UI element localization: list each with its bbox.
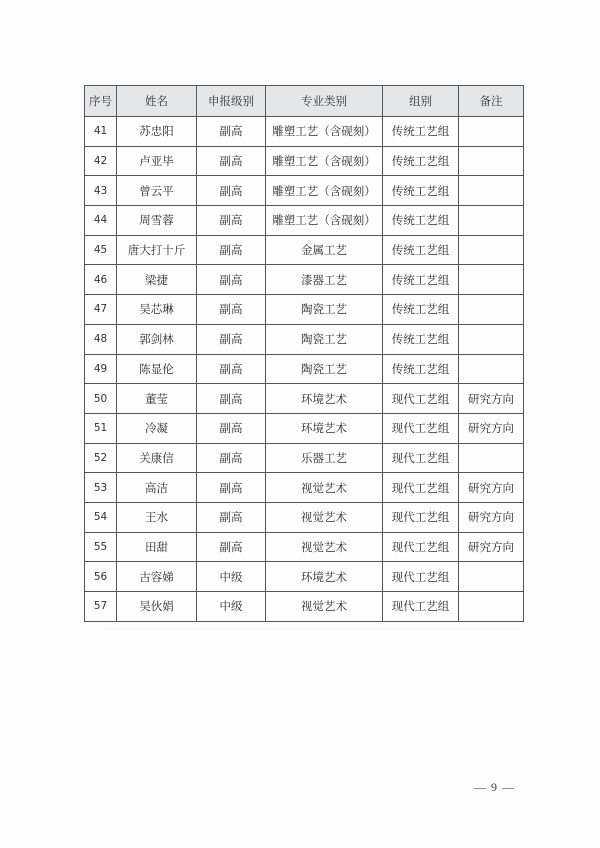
cell-group: 现代工艺组 <box>383 592 459 622</box>
table-row <box>85 146 524 176</box>
cell-note: 研究方向 <box>459 502 524 532</box>
cell-major: 雕塑工艺（含砚刻） <box>266 206 383 236</box>
page-number: — 9 — <box>474 780 515 794</box>
cell-group: 现代工艺组 <box>383 502 459 532</box>
cell-name: 关康信 <box>117 443 197 473</box>
cell-level: 中级 <box>197 562 266 592</box>
table-header-row <box>85 86 524 117</box>
cell-note <box>459 324 524 354</box>
cell-no: 50 <box>85 384 117 414</box>
table-row <box>85 532 524 562</box>
cell-level: 副高 <box>197 206 266 236</box>
cell-no: 51 <box>85 413 117 443</box>
cell-major: 雕塑工艺（含砚刻） <box>266 117 383 147</box>
cell-note <box>459 265 524 295</box>
table-row <box>85 384 524 414</box>
table-row <box>85 206 524 236</box>
cell-name: 王水 <box>117 502 197 532</box>
table-row <box>85 443 524 473</box>
cell-major: 漆器工艺 <box>266 265 383 295</box>
cell-note: 研究方向 <box>459 473 524 503</box>
cell-no: 56 <box>85 562 117 592</box>
cell-no: 55 <box>85 532 117 562</box>
cell-group: 传统工艺组 <box>383 117 459 147</box>
cell-group: 现代工艺组 <box>383 443 459 473</box>
cell-major: 雕塑工艺（含砚刻） <box>266 146 383 176</box>
cell-no: 48 <box>85 324 117 354</box>
cell-no: 42 <box>85 146 117 176</box>
cell-no: 45 <box>85 235 117 265</box>
cell-group: 传统工艺组 <box>383 176 459 206</box>
cell-level: 副高 <box>197 324 266 354</box>
cell-level: 副高 <box>197 384 266 414</box>
cell-group: 现代工艺组 <box>383 562 459 592</box>
cell-note <box>459 176 524 206</box>
cell-major: 环境艺术 <box>266 384 383 414</box>
table-row <box>85 176 524 206</box>
table-row <box>85 473 524 503</box>
cell-major: 视觉艺术 <box>266 532 383 562</box>
cell-note <box>459 562 524 592</box>
cell-major: 金属工艺 <box>266 235 383 265</box>
table-row <box>85 324 524 354</box>
cell-group: 现代工艺组 <box>383 384 459 414</box>
cell-level: 副高 <box>197 235 266 265</box>
cell-level: 副高 <box>197 176 266 206</box>
cell-level: 副高 <box>197 354 266 384</box>
cell-group: 传统工艺组 <box>383 235 459 265</box>
cell-major: 陶瓷工艺 <box>266 354 383 384</box>
cell-no: 44 <box>85 206 117 236</box>
cell-no: 49 <box>85 354 117 384</box>
cell-no: 41 <box>85 117 117 147</box>
header-group: 组别 <box>383 86 459 117</box>
cell-major: 陶瓷工艺 <box>266 324 383 354</box>
table-row <box>85 235 524 265</box>
header-major: 专业类别 <box>266 86 383 117</box>
cell-level: 副高 <box>197 295 266 325</box>
cell-note: 研究方向 <box>459 384 524 414</box>
cell-name: 古容娣 <box>117 562 197 592</box>
header-note: 备注 <box>459 86 524 117</box>
cell-note <box>459 235 524 265</box>
cell-no: 53 <box>85 473 117 503</box>
table-row <box>85 117 524 147</box>
cell-note <box>459 443 524 473</box>
cell-level: 副高 <box>197 117 266 147</box>
cell-major: 陶瓷工艺 <box>266 295 383 325</box>
cell-note <box>459 354 524 384</box>
cell-group: 传统工艺组 <box>383 295 459 325</box>
cell-group: 传统工艺组 <box>383 146 459 176</box>
cell-no: 43 <box>85 176 117 206</box>
cell-name: 吴伙娟 <box>117 592 197 622</box>
cell-note <box>459 146 524 176</box>
table-row <box>85 592 524 622</box>
table-row <box>85 265 524 295</box>
cell-major: 视觉艺术 <box>266 473 383 503</box>
cell-major: 环境艺术 <box>266 413 383 443</box>
header-name: 姓名 <box>117 86 197 117</box>
cell-no: 52 <box>85 443 117 473</box>
cell-name: 卢亚毕 <box>117 146 197 176</box>
cell-level: 副高 <box>197 502 266 532</box>
cell-name: 高洁 <box>117 473 197 503</box>
cell-major: 乐器工艺 <box>266 443 383 473</box>
cell-name: 郭剑林 <box>117 324 197 354</box>
table-row <box>85 413 524 443</box>
cell-group: 传统工艺组 <box>383 324 459 354</box>
cell-level: 副高 <box>197 146 266 176</box>
header-level: 申报级别 <box>197 86 266 117</box>
cell-level: 副高 <box>197 413 266 443</box>
cell-major: 环境艺术 <box>266 562 383 592</box>
cell-note: 研究方向 <box>459 532 524 562</box>
cell-name: 冷凝 <box>117 413 197 443</box>
header-no: 序号 <box>85 86 117 117</box>
cell-name: 周雪蓉 <box>117 206 197 236</box>
cell-note <box>459 592 524 622</box>
cell-group: 现代工艺组 <box>383 473 459 503</box>
cell-no: 46 <box>85 265 117 295</box>
cell-no: 54 <box>85 502 117 532</box>
cell-level: 副高 <box>197 443 266 473</box>
table-row <box>85 562 524 592</box>
table-row <box>85 502 524 532</box>
cell-level: 副高 <box>197 473 266 503</box>
cell-no: 57 <box>85 592 117 622</box>
cell-group: 现代工艺组 <box>383 413 459 443</box>
cell-group: 传统工艺组 <box>383 354 459 384</box>
cell-group: 现代工艺组 <box>383 532 459 562</box>
cell-name: 董莹 <box>117 384 197 414</box>
cell-major: 视觉艺术 <box>266 502 383 532</box>
cell-name: 梁捷 <box>117 265 197 295</box>
cell-level: 副高 <box>197 265 266 295</box>
cell-no: 47 <box>85 295 117 325</box>
cell-level: 副高 <box>197 532 266 562</box>
roster-table <box>84 85 524 622</box>
bleed-through-shadow <box>100 628 520 689</box>
cell-group: 传统工艺组 <box>383 265 459 295</box>
cell-note: 研究方向 <box>459 413 524 443</box>
cell-name: 陈显伦 <box>117 354 197 384</box>
cell-name: 苏忠阳 <box>117 117 197 147</box>
cell-note <box>459 295 524 325</box>
table-row <box>85 354 524 384</box>
cell-group: 传统工艺组 <box>383 206 459 236</box>
cell-name: 吴芯琳 <box>117 295 197 325</box>
table-body <box>85 117 524 622</box>
cell-level: 中级 <box>197 592 266 622</box>
cell-name: 唐大打十斤 <box>117 235 197 265</box>
table-row <box>85 295 524 325</box>
cell-name: 曾云平 <box>117 176 197 206</box>
cell-note <box>459 206 524 236</box>
cell-name: 田甜 <box>117 532 197 562</box>
cell-note <box>459 117 524 147</box>
cell-major: 雕塑工艺（含砚刻） <box>266 176 383 206</box>
cell-major: 视觉艺术 <box>266 592 383 622</box>
